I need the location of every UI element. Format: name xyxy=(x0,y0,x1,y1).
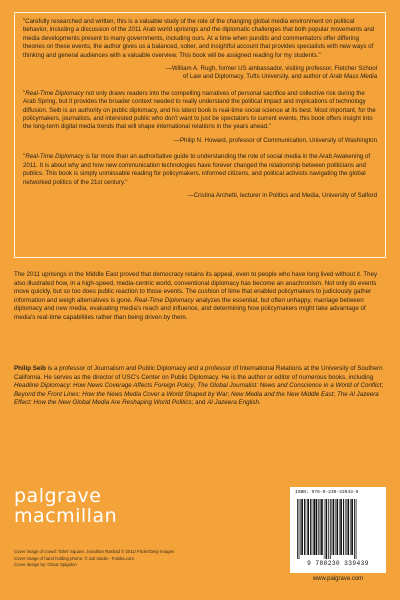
barcode-bar xyxy=(306,499,307,555)
endorsement-attribution-3: —Cristina Archetti, lecturer in Politics and Media, University of Salford xyxy=(187,191,377,199)
barcode-bar xyxy=(328,499,329,559)
bio-book-title: Al Jazeera English xyxy=(207,399,260,407)
bio-book-title: The Al Jazeera Effect: How the New Global Media Are Reshaping World Politics xyxy=(14,390,379,407)
bio-book-title: Headline Diplomacy: How News Coverage Affects Foreign Policy xyxy=(14,382,194,390)
barcode-bar xyxy=(335,499,336,555)
barcode-bar xyxy=(321,499,323,555)
author-bio xyxy=(14,365,386,408)
barcode-bar xyxy=(326,499,328,559)
bio-text: is a professor of Journalism and Public Diplomacy and a professor of International Relations at the University of Southern California. He serves as the director of USC's Center on Public Diplomacy. He is the author or editor of numerous books, including xyxy=(14,365,383,381)
barcode-bar xyxy=(340,499,342,555)
bio-book-title: The Global Journalist: News and Conscience in a World of Conflict xyxy=(197,382,382,390)
barcode-bar xyxy=(332,499,333,555)
isbn-label: ISBN: 978-0-230-33943-9 xyxy=(295,490,359,495)
bio-separator: ; xyxy=(227,390,232,398)
logo-line-1: palgrave xyxy=(14,485,102,507)
bio-book-title: New Media and the New Middle East xyxy=(231,390,334,398)
bio-separator: ; and xyxy=(191,399,208,407)
attribution-book-title: Arab Mass Media xyxy=(329,73,377,81)
barcode-bar xyxy=(354,499,355,559)
endorsement-attribution-2: —Philip N. Howard, professor of Communication, University of Washington xyxy=(173,136,377,144)
isbn-digits: 9 780230 339439 xyxy=(307,560,369,567)
book-description xyxy=(14,271,386,323)
bio-separator: ; xyxy=(333,390,337,398)
endorsement-attribution-1 xyxy=(23,65,377,82)
barcode-bar xyxy=(304,499,305,555)
barcode-bar xyxy=(339,499,340,555)
bio-separator: . xyxy=(259,399,261,407)
bio-separator: ; xyxy=(381,382,384,390)
barcode-bar xyxy=(300,499,301,555)
bio-separator: ; xyxy=(193,382,198,390)
barcode-bar xyxy=(347,499,349,555)
barcode-bar xyxy=(318,499,319,555)
barcode-bar xyxy=(307,499,309,555)
credit-line: Cover image of crowd: Tahrir Square, Jonathan Rashad © 2011/ Flickr/Getty Images xyxy=(14,549,175,554)
barcode-bar xyxy=(299,499,300,559)
barcode-bar xyxy=(297,499,298,559)
barcode-bar xyxy=(336,499,338,555)
barcode-bar xyxy=(350,499,351,555)
quote-book-title: Real-Time Diplomacy xyxy=(25,153,84,161)
author-name: Philip Seib xyxy=(14,365,46,372)
credit-line: Cover image of hand holding phone: © raZ studio - Fotolia.com xyxy=(14,555,134,561)
barcode-bar xyxy=(320,499,321,555)
barcode-bar xyxy=(343,499,344,555)
barcode-bars xyxy=(295,499,381,559)
endorsement-quote-2: "Real-Time Diplomacy not only draws readers into the compelling narratives of personal sacrifice and collective risk during the Arab Spring, but it provides the broader context needed to really understand the political impact and implications of technology diffusion. Seib is an authority on public diplomacy, and his latest book is real-time social science at its best. Most important, for the policymakers, journalists, and interested public who don't want to just be spectators to current events, this book offers insight into the long-term digital media trends that will shape international relations in the years ahead." xyxy=(23,89,376,131)
logo-line-2: macmillan xyxy=(14,505,118,527)
barcode-bar xyxy=(301,499,303,555)
barcode-bar xyxy=(324,499,325,559)
barcode-bar xyxy=(313,499,315,555)
publisher-website: www.palgrave.com xyxy=(312,576,364,582)
attribution-line: of Law and Diplomacy, Tufts University, and author of xyxy=(183,73,330,81)
endorsement-text: not only draws readers into the compelling narratives of personal sacrifice and collective risk during the Arab Spring, but it provides the broader context needed to really understand the political impact and implications of technology diffusion. Seib is an authority on public diplomacy, and his latest book is real-time social science at its best. Most important, for the policymakers, journalists, and interested public who don't want to just be spectators to current events, this book offers insight into the long-term digital media trends that will shape international relations in the years ahead." xyxy=(23,89,376,131)
barcode-bar xyxy=(345,499,346,555)
barcode-bar xyxy=(356,499,357,559)
endorsement-quote-1 xyxy=(23,18,377,60)
barcode xyxy=(290,487,386,573)
endorsement-quote-3: "Real-Time Diplomacy is far more than an authoritative guide to understanding the role of social media in the Arab Awakening of 2011. It is about why and how new communication technologies have forever changed the relationship between politicians and publics. This book is simply unmissable reading for policymakers, informed citizens, and political activists navigating the global networked politics of the 21st century." xyxy=(23,153,371,186)
barcode-bar xyxy=(316,499,318,555)
endorsement-text: "Carefully researched and written, this is a valuable study of the role of the changing global media environment on political behavior, including a discussion of the 2011 Arab world uprisings and the diplomatic challenges that both popular movements and media developments present to many governments, including ours. At a time when pundits and commentators offer differing theories on these events, the author gives us a balanced, sober, and insightful account that provides specialists with new ways of thinking and general audiences with a valuable overview. This book will be assigned reading for my students." xyxy=(23,18,375,59)
barcode-bar xyxy=(330,499,331,559)
quote-book-title: Real-Time Diplomacy xyxy=(25,89,84,97)
endorsements-box xyxy=(14,12,386,258)
barcode-bar xyxy=(346,499,347,555)
endorsement-text: is far more than an authoritative guide to understanding the role of social media in the Arab Awakening of 2011. It is about why and how new communication technologies have forever changed the relationship between politicians and publics. This book is simply unmissable reading for policymakers, informed citizens, and political activists navigating the global networked politics of the 21st century." xyxy=(23,153,371,186)
attribution-line: —William A. Rugh, former US ambassador, visiting professor, Fletcher School xyxy=(165,65,377,73)
description-text: The 2011 uprisings in the Middle East proved that democracy retains its appeal, even to people who have long lived without it. They also illustrated how, in a high-speed, media-centric world, conventional diplomacy has become an anachronism. Not only do events move quickly, but so too does public reaction to those events. The cushion of time that enabled policymakers to judiciously gather information and weigh alternatives is gone. xyxy=(14,271,378,304)
barcode-bar xyxy=(333,499,335,555)
barcode-bar xyxy=(351,499,353,555)
bio-book-title: Beyond the Front Lines: How the News Media Cover a World Shaped by War xyxy=(14,390,228,398)
barcode-bar xyxy=(310,499,311,555)
description-book-title: Real-Time Diplomacy xyxy=(134,296,194,304)
publisher-logo xyxy=(14,486,134,526)
description-text: analyzes the essential, but often unhappy, marriage between diplomacy and new media, evaluating media's reach and influence, and determining how policymakers might take advantage of media's real-time capabilities rather than being driven by them. xyxy=(14,296,366,321)
cover-credits xyxy=(14,549,274,569)
barcode-bar xyxy=(312,499,313,555)
credit-line: Cover design by: Oscar Spigolon xyxy=(14,562,77,568)
